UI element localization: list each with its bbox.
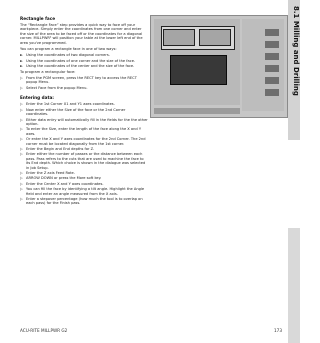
step-icon: ▷ xyxy=(20,117,23,122)
chapter-side-bar-lower xyxy=(288,228,300,343)
bullet-icon: ► xyxy=(20,53,23,58)
entry-step-4: ▷ To enter the Size, enter the length of the face along the X and Y axes. xyxy=(20,127,142,136)
program-step-2: ▷ Select Face from the popup Menu. xyxy=(20,85,88,90)
entry-step-10: ▷ Enter the Center X and Y axes coordinates. xyxy=(20,181,104,186)
method-bullet-1: ► Using the coordinates of two diagonal corners. xyxy=(20,53,110,58)
method-bullet-3: ► Using the coordinates of the center and the size of the face. xyxy=(20,64,135,69)
program-step-1: ▷ From the PGM screen, press the RECT key to access the RECT popup Menu. xyxy=(20,76,137,85)
screenshot-softkey xyxy=(265,53,279,60)
section-heading-rectangle-face: Rectangle face xyxy=(20,16,56,21)
step-icon: ▷ xyxy=(20,170,23,175)
method-bullet-2: ► Using the coordinates of one corner and the size of the face. xyxy=(20,58,136,63)
entry-step-11: ▷ You can fill the face by identifying a tilt angle. Highlight the Angle field and enter an angle measured from the X axis. xyxy=(20,187,145,196)
screenshot-dark-panel xyxy=(170,55,227,85)
screenshot-softkey xyxy=(265,41,279,48)
entry-step-5: ▷ Or enter the X and Y axes coordinates for the 2nd Corner. The 2nd corner must be located diagonally from the 1st corner. xyxy=(20,137,146,146)
entry-step-9: ▷ ARROW DOWN or press the More soft key. xyxy=(20,176,102,181)
step-icon: ▷ xyxy=(20,152,23,157)
entry-step-6: ▷ Enter the Begin and End depths for Z. xyxy=(20,146,95,151)
entry-step-3: ▷ Either data entry will automatically fill in the fields for the the other option. xyxy=(20,117,148,126)
rect-face-screenshot xyxy=(150,15,288,118)
screenshot-softkey xyxy=(265,77,279,84)
bullet-icon: ► xyxy=(20,58,23,63)
entry-step-1: ▷ Enter the 1st Corner X1 and Y1 axes coordinates. xyxy=(20,102,115,107)
section-heading-entering-data: Entering data: xyxy=(20,95,54,101)
entry-step-8: ▷ Enter the Z axis Feed Rate. xyxy=(20,170,75,175)
step-icon: ▷ xyxy=(20,127,23,132)
screenshot-status-bar xyxy=(154,108,240,114)
program-paragraph: To program a rectangular face: xyxy=(20,69,76,74)
screenshot-softkey xyxy=(265,65,279,72)
step-icon: ▷ xyxy=(20,197,23,201)
screenshot-field-right xyxy=(199,29,231,46)
step-icon: ▷ xyxy=(20,107,23,112)
step-icon: ▷ xyxy=(20,187,23,192)
entry-step-12: ▷ Enter a stepover percentage (how much the tool is to overlap on each pass) for the Finish pass. xyxy=(20,197,143,206)
screenshot-graphics-area xyxy=(154,19,240,105)
bullet-icon: ► xyxy=(20,64,23,69)
step-icon: ▷ xyxy=(20,85,23,90)
step-icon: ▷ xyxy=(20,181,23,186)
chapter-side-tab xyxy=(288,0,300,140)
intro-paragraph: The “Rectangle Face” step provides a quick way to face off your workpiece. Simply enter the coordinates from one corner and enter the size of the area to be faced off or the coordinates for a diagonal corner. MILLPWR² will position your table at the lower left end of the area you've programmed. xyxy=(20,23,143,45)
entry-step-2: ▷ Now enter either the Size of the face or the 2nd Corner coordinates. xyxy=(20,107,126,117)
step-icon: ▷ xyxy=(20,176,23,181)
footer-page-number: 173 xyxy=(274,328,282,333)
step-icon: ▷ xyxy=(20,137,23,142)
step-icon: ▷ xyxy=(20,76,23,81)
step-icon: ▷ xyxy=(20,146,23,151)
chapter-side-tab-label: 8.1 Milling and Drilling xyxy=(292,6,300,96)
screenshot-softkey-panel xyxy=(242,19,284,111)
footer-product-name: ACU-RITE MILLPWR G2 xyxy=(20,328,68,333)
main-content xyxy=(20,16,148,207)
screenshot-softkey xyxy=(265,89,279,96)
entry-step-7: ▷ Enter either the number of passes or the distance between each pass. Pass refers to the cuts that are used to machine the face to its End depth. Which choice is shown in the dialogue was selected in Job Setup. xyxy=(20,152,146,170)
screenshot-field-left xyxy=(163,29,195,46)
methods-paragraph: You can program a rectangle face in one of two ways: xyxy=(20,47,117,52)
screenshot-softkey xyxy=(265,29,279,36)
step-icon: ▷ xyxy=(20,102,23,107)
